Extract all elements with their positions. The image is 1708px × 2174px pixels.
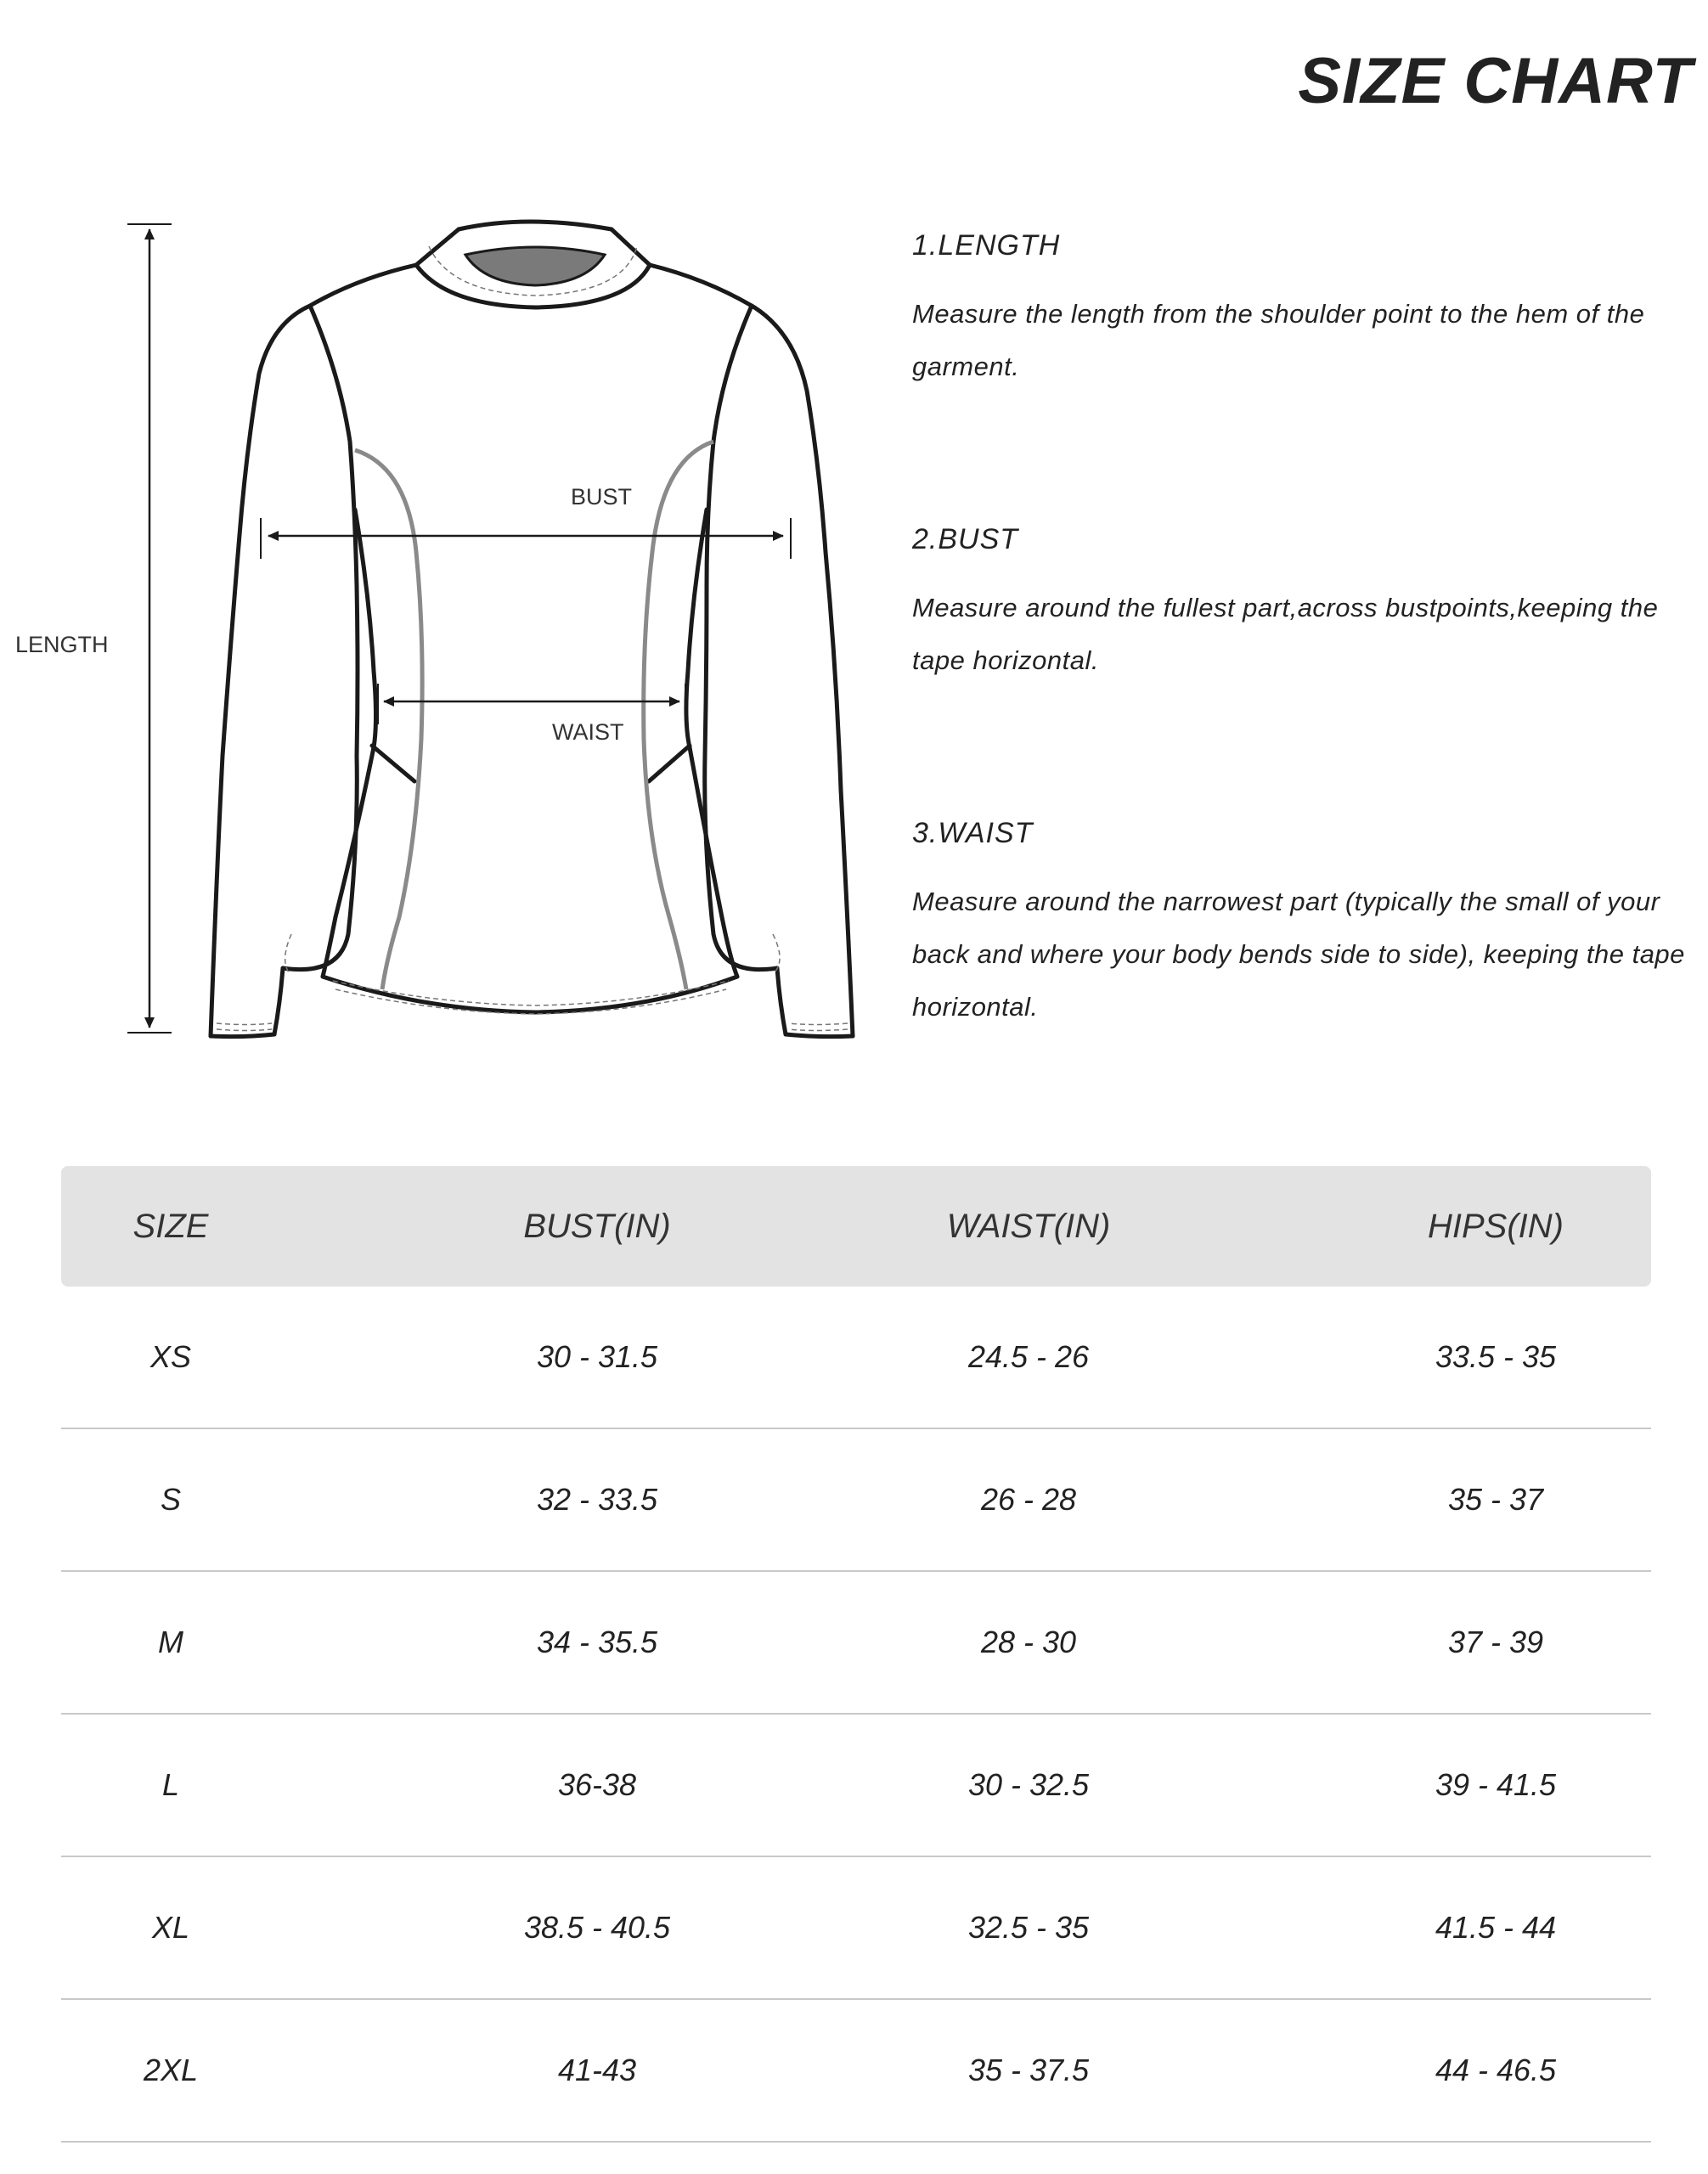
header-hips: HIPS(IN) (1428, 1208, 1564, 1245)
cell-hips: 35 - 37 (1447, 1482, 1544, 1517)
cell-size: S (160, 1482, 182, 1517)
table-row (61, 2000, 1651, 2143)
cell-bust: 36-38 (557, 1767, 637, 1802)
table-row (61, 1572, 1651, 1715)
cell-waist: 35 - 37.5 (967, 2053, 1090, 2087)
table-header (61, 1166, 1651, 1287)
cell-size: XS (149, 1339, 192, 1374)
instruction-text: Measure the length from the shoulder point to the hem of the garment. (912, 299, 1645, 381)
cell-bust: 34 - 35.5 (536, 1625, 658, 1659)
bust-dimension (261, 518, 791, 559)
cell-hips: 39 - 41.5 (1435, 1767, 1557, 1802)
garment-diagram (0, 195, 883, 1062)
header-size: SIZE (132, 1208, 209, 1245)
cell-bust: 30 - 31.5 (536, 1339, 658, 1374)
cell-hips: 33.5 - 35 (1435, 1339, 1557, 1374)
bust-label: BUST (571, 484, 633, 510)
table-row (61, 1287, 1651, 1429)
page-title: SIZE CHART (1298, 45, 1693, 117)
stitching (217, 246, 848, 1031)
instruction-text: Measure around the fullest part,across bustpoints,keeping the tape horizontal. (912, 593, 1659, 675)
instruction-bust (912, 523, 1694, 687)
length-dimension (127, 224, 172, 1033)
instruction-heading: 1.LENGTH (912, 229, 1061, 262)
seam-lines (355, 442, 713, 989)
cell-size: L (161, 1767, 180, 1802)
length-label: LENGTH (15, 632, 109, 657)
header-bust: BUST(IN) (523, 1208, 671, 1245)
cell-waist: 32.5 - 35 (967, 1910, 1090, 1945)
shirt-illustration (0, 195, 883, 1062)
instruction-heading: 3.WAIST (912, 817, 1034, 849)
size-table (61, 1166, 1651, 2143)
cell-size: 2XL (143, 2053, 199, 2087)
cell-hips: 37 - 39 (1447, 1625, 1544, 1659)
cell-hips: 44 - 46.5 (1435, 2053, 1557, 2087)
table-row (61, 1715, 1651, 1857)
shirt-outline (211, 222, 853, 1037)
cell-hips: 41.5 - 44 (1435, 1910, 1557, 1945)
instruction-text: Measure around the narrowest part (typically the small of your back and where your body bends side to side), keeping the tape horizontal. (912, 887, 1685, 1022)
cell-bust: 32 - 33.5 (536, 1482, 658, 1517)
instruction-heading: 2.BUST (912, 523, 1019, 555)
cell-waist: 30 - 32.5 (967, 1767, 1090, 1802)
cell-size: M (158, 1625, 183, 1659)
table-row (61, 1857, 1651, 2000)
instruction-waist (912, 817, 1694, 1033)
waist-label: WAIST (552, 719, 624, 745)
table-row (61, 1429, 1651, 1572)
header-waist: WAIST(IN) (946, 1208, 1111, 1245)
cell-waist: 26 - 28 (980, 1482, 1077, 1517)
cell-bust: 38.5 - 40.5 (523, 1910, 671, 1945)
cell-size: XL (151, 1910, 190, 1945)
cell-bust: 41-43 (557, 2053, 637, 2087)
neck-opening (465, 247, 605, 285)
cell-waist: 28 - 30 (980, 1625, 1077, 1659)
cell-waist: 24.5 - 26 (967, 1339, 1090, 1374)
instruction-length (912, 229, 1694, 393)
